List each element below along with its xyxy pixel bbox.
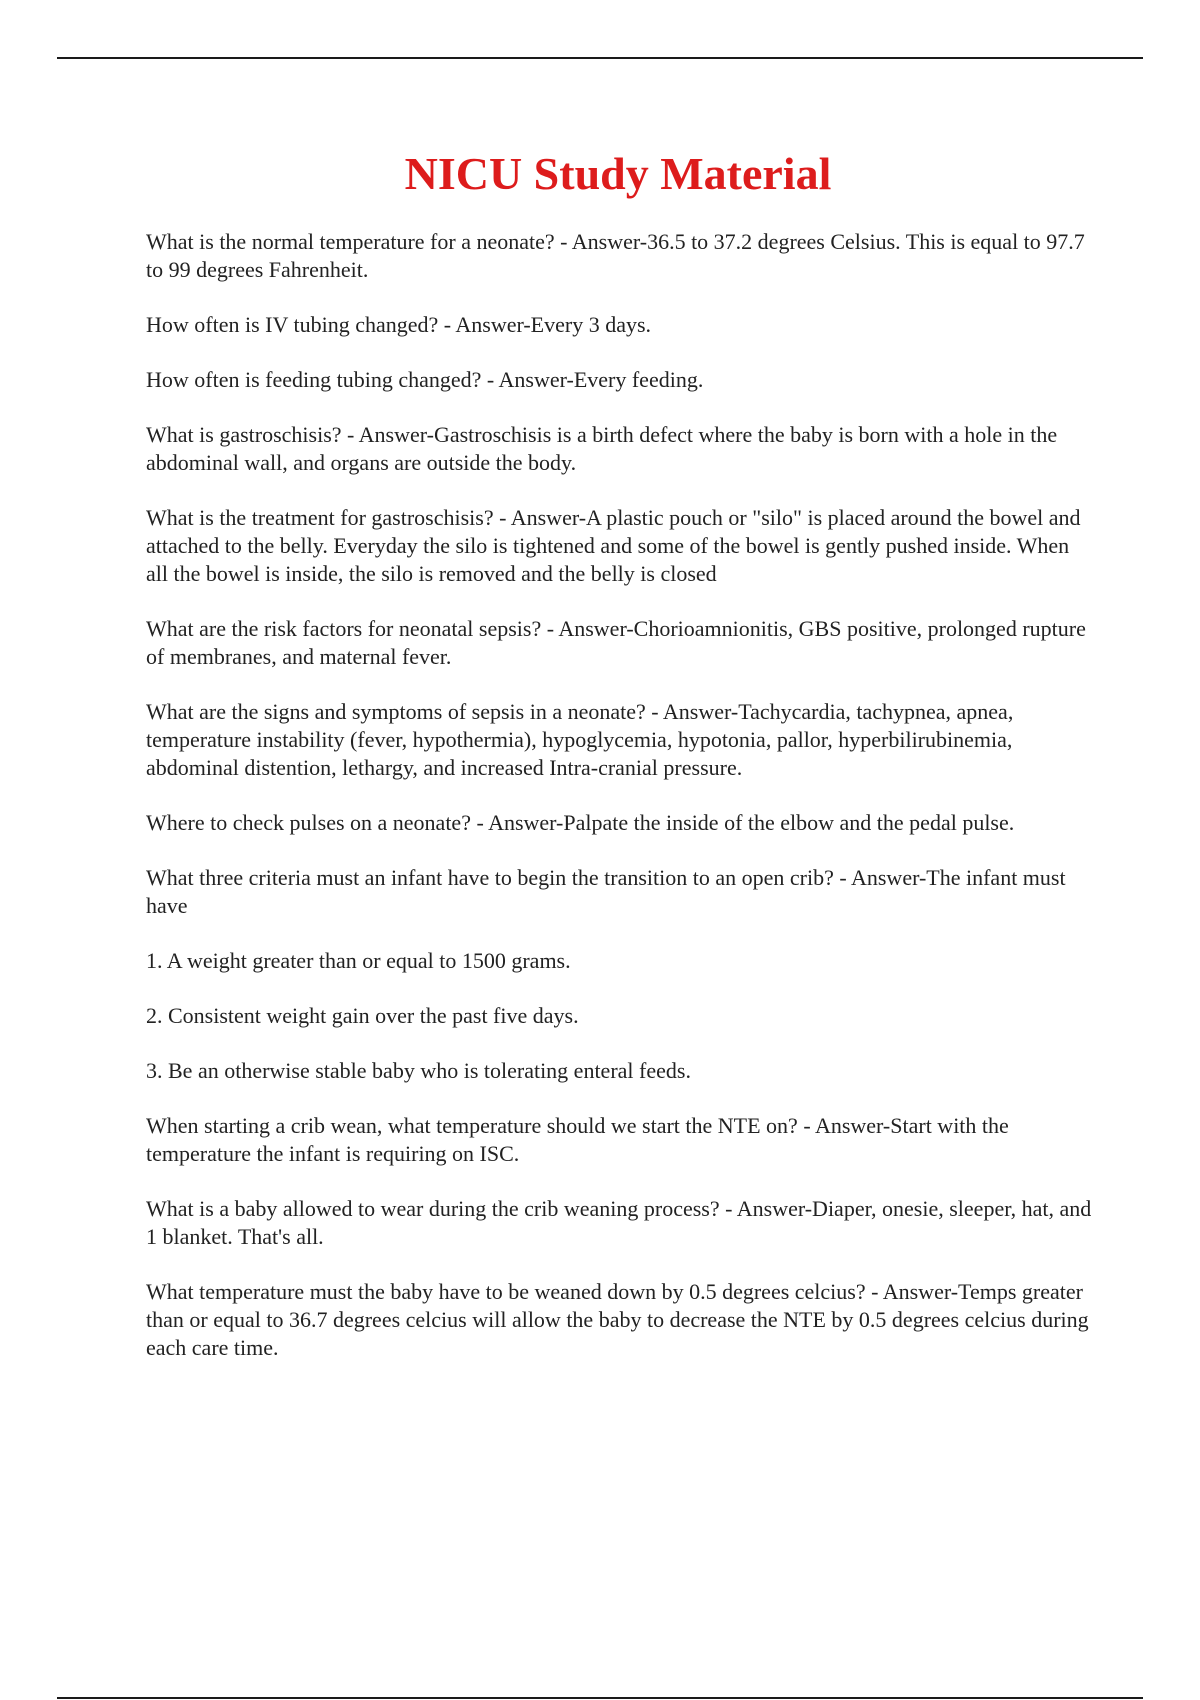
paragraph-crib-wean-start: When starting a crib wean, what temperature should we start the NTE on? - Answer-Start with the temperature the infant is requiring on ISC. — [146, 1113, 1009, 1166]
paragraph-feeding-tubing: How often is feeding tubing changed? - Answer-Every feeding. — [146, 367, 704, 392]
list-item-weight: 1. A weight greater than or equal to 1500 grams. — [146, 948, 571, 973]
paragraph-wean-temperature: What temperature must the baby have to be weaned down by 0.5 degrees celcius? - Answer-Temps greater than or equal to 36.7 degrees celcius will allow the baby to decrease the NTE by 0.5 degrees celcius during each care time. — [146, 1279, 1089, 1360]
paragraph-sepsis-signs: What are the signs and symptoms of sepsis in a neonate? - Answer-Tachycardia, tachypnea, apnea, temperature instability (fever, hypothermia), hypoglycemia, hypotonia, pallor, hyperbilirubinemia, abdominal distention, lethargy, and increased Intra-cranial pressure. — [146, 699, 1014, 780]
list-item-stable-baby: 3. Be an otherwise stable baby who is tolerating enteral feeds. — [146, 1058, 691, 1083]
paragraph-iv-tubing: How often is IV tubing changed? - Answer-Every 3 days. — [146, 312, 652, 337]
paragraph-normal-temperature: What is the normal temperature for a neonate? - Answer-36.5 to 37.2 degrees Celsius. This is equal to 97.7 to 99 degrees Fahrenheit. — [146, 229, 1085, 282]
paragraph-gastroschisis-treatment: What is the treatment for gastroschisis? - Answer-A plastic pouch or "silo" is placed around the bowel and attached to the belly. Everyday the silo is tightened and some of the bowel is gently pushed inside. When all the bowel is inside, the silo is removed and the belly is closed — [146, 505, 1081, 586]
paragraph-open-crib-criteria: What three criteria must an infant have to begin the transition to an open crib? - Answer-The infant must have — [146, 865, 1066, 918]
paragraph-pulses: Where to check pulses on a neonate? - Answer-Palpate the inside of the elbow and the pedal pulse. — [146, 810, 1015, 835]
list-item-weight-gain: 2. Consistent weight gain over the past five days. — [146, 1003, 579, 1028]
paragraph-gastroschisis: What is gastroschisis? - Answer-Gastroschisis is a birth defect where the baby is born with a hole in the abdominal wall, and organs are outside the body. — [146, 422, 1058, 475]
paragraph-sepsis-risk-factors: What are the risk factors for neonatal sepsis? - Answer-Chorioamnionitis, GBS positive, prolonged rupture of membranes, and maternal fever. — [146, 616, 1086, 669]
document-body — [146, 228, 1096, 1389]
paragraph-crib-wean-clothing: What is a baby allowed to wear during the crib weaning process? - Answer-Diaper, onesie, sleeper, hat, and 1 blanket. That's all. — [146, 1196, 1092, 1249]
page-title: NICU Study Material — [404, 148, 832, 199]
top-rule — [57, 57, 1143, 59]
bottom-rule — [57, 1697, 1143, 1699]
